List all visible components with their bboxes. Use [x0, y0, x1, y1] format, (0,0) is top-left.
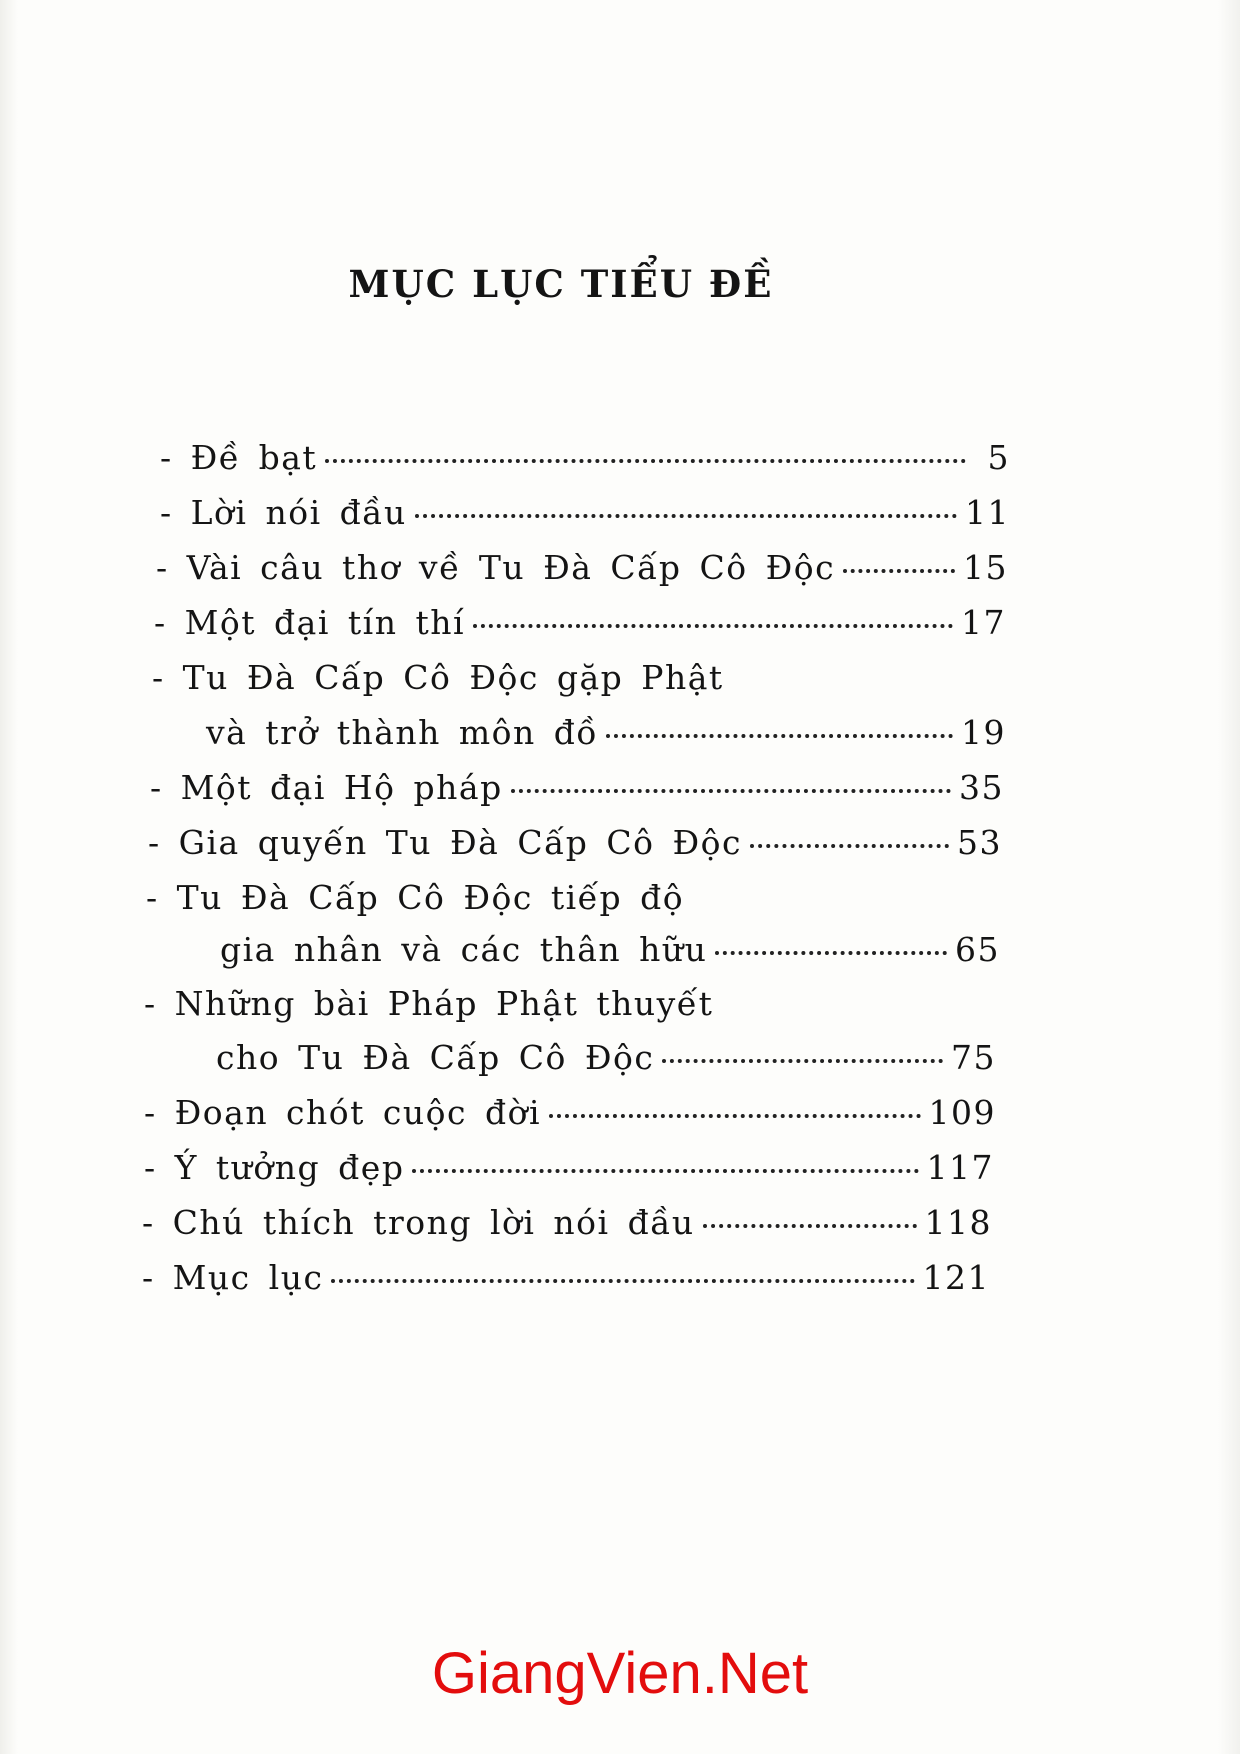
toc-entry: [160, 438, 1010, 493]
dot-leader: [606, 734, 953, 738]
toc-entry: [156, 548, 1008, 603]
toc-entry-line-1: [146, 878, 906, 933]
toc-entry-title-cont: cho Tu Đà Cấp Cô Độc: [216, 1038, 655, 1077]
toc-entry-title: - Những bài Pháp Phật thuyết: [144, 984, 714, 1023]
watermark-text: GiangVien.Net: [431, 1641, 809, 1706]
toc-entry: [160, 493, 1010, 548]
toc-entry-title: - Gia quyến Tu Đà Cấp Cô Độc: [148, 823, 743, 862]
toc-entry-page: 117: [926, 1148, 994, 1187]
dot-leader: [325, 459, 966, 463]
toc-entry-title: - Đề bạt: [160, 438, 318, 477]
dot-leader: [412, 1169, 918, 1173]
toc-entry: [150, 768, 1004, 823]
toc-entry-page: 5: [987, 438, 1010, 477]
dot-leader: [331, 1279, 914, 1283]
toc-entry-line-1: [144, 984, 924, 1039]
page-edge-right: [1218, 0, 1240, 1754]
toc-entry: [220, 930, 1000, 985]
dot-leader: [473, 624, 953, 628]
toc-entry: [144, 1093, 996, 1148]
toc-entry-title: - Một đại Hộ pháp: [150, 768, 503, 807]
toc-entry: [216, 1038, 996, 1093]
toc-entry-title: - Vài câu thơ về Tu Đà Cấp Cô Độc: [156, 548, 836, 587]
toc-entry-page: 118: [924, 1203, 992, 1242]
dot-leader: [750, 844, 949, 848]
toc-entry-page: 53: [957, 823, 1002, 862]
toc-entry-page: 35: [959, 768, 1004, 807]
dot-leader: [703, 1224, 917, 1228]
toc-entry: [148, 823, 1002, 878]
toc-entry-line-1: [152, 658, 912, 713]
page-title: MỤC LỤC TIỂU ĐỀ: [348, 262, 774, 306]
toc-entry-page: 75: [951, 1038, 996, 1077]
toc-entry-page: 17: [961, 603, 1006, 642]
dot-leader: [715, 951, 947, 955]
toc-entry-title: - Lời nói đầu: [160, 493, 407, 532]
toc-entry-page: 19: [961, 713, 1006, 752]
toc-entry-page: 109: [928, 1093, 996, 1132]
toc-entry-title: - Đoạn chót cuộc đời: [144, 1093, 542, 1132]
toc-entry-page: 121: [922, 1258, 990, 1297]
toc-entry: [142, 1203, 992, 1258]
toc-entry-title: - Chú thích trong lời nói đầu: [142, 1203, 695, 1242]
toc-entry-title-cont: gia nhân và các thân hữu: [220, 930, 708, 969]
toc-entry-page: 65: [955, 930, 1000, 969]
toc-entry-title: - Một đại tín thí: [154, 603, 466, 642]
toc-entry: [144, 1148, 994, 1203]
toc-entry-page: 11: [965, 493, 1010, 532]
toc-entry-title: - Ý tưởng đẹp: [144, 1148, 405, 1187]
toc-entry: [142, 1258, 990, 1313]
toc-entry: [206, 713, 1006, 768]
dot-leader: [843, 569, 955, 573]
toc-entry-title: - Mục lục: [142, 1258, 324, 1297]
toc-entry-title: - Tu Đà Cấp Cô Độc tiếp độ: [146, 878, 685, 917]
toc-entry-page: 15: [963, 548, 1008, 587]
dot-leader: [662, 1059, 943, 1063]
dot-leader: [415, 514, 957, 518]
toc-entry-title: - Tu Đà Cấp Cô Độc gặp Phật: [152, 658, 724, 697]
toc-entry-title-cont: và trở thành môn đồ: [206, 713, 599, 752]
toc-entry: [154, 603, 1006, 658]
dot-leader: [511, 789, 951, 793]
dot-leader: [549, 1114, 920, 1118]
